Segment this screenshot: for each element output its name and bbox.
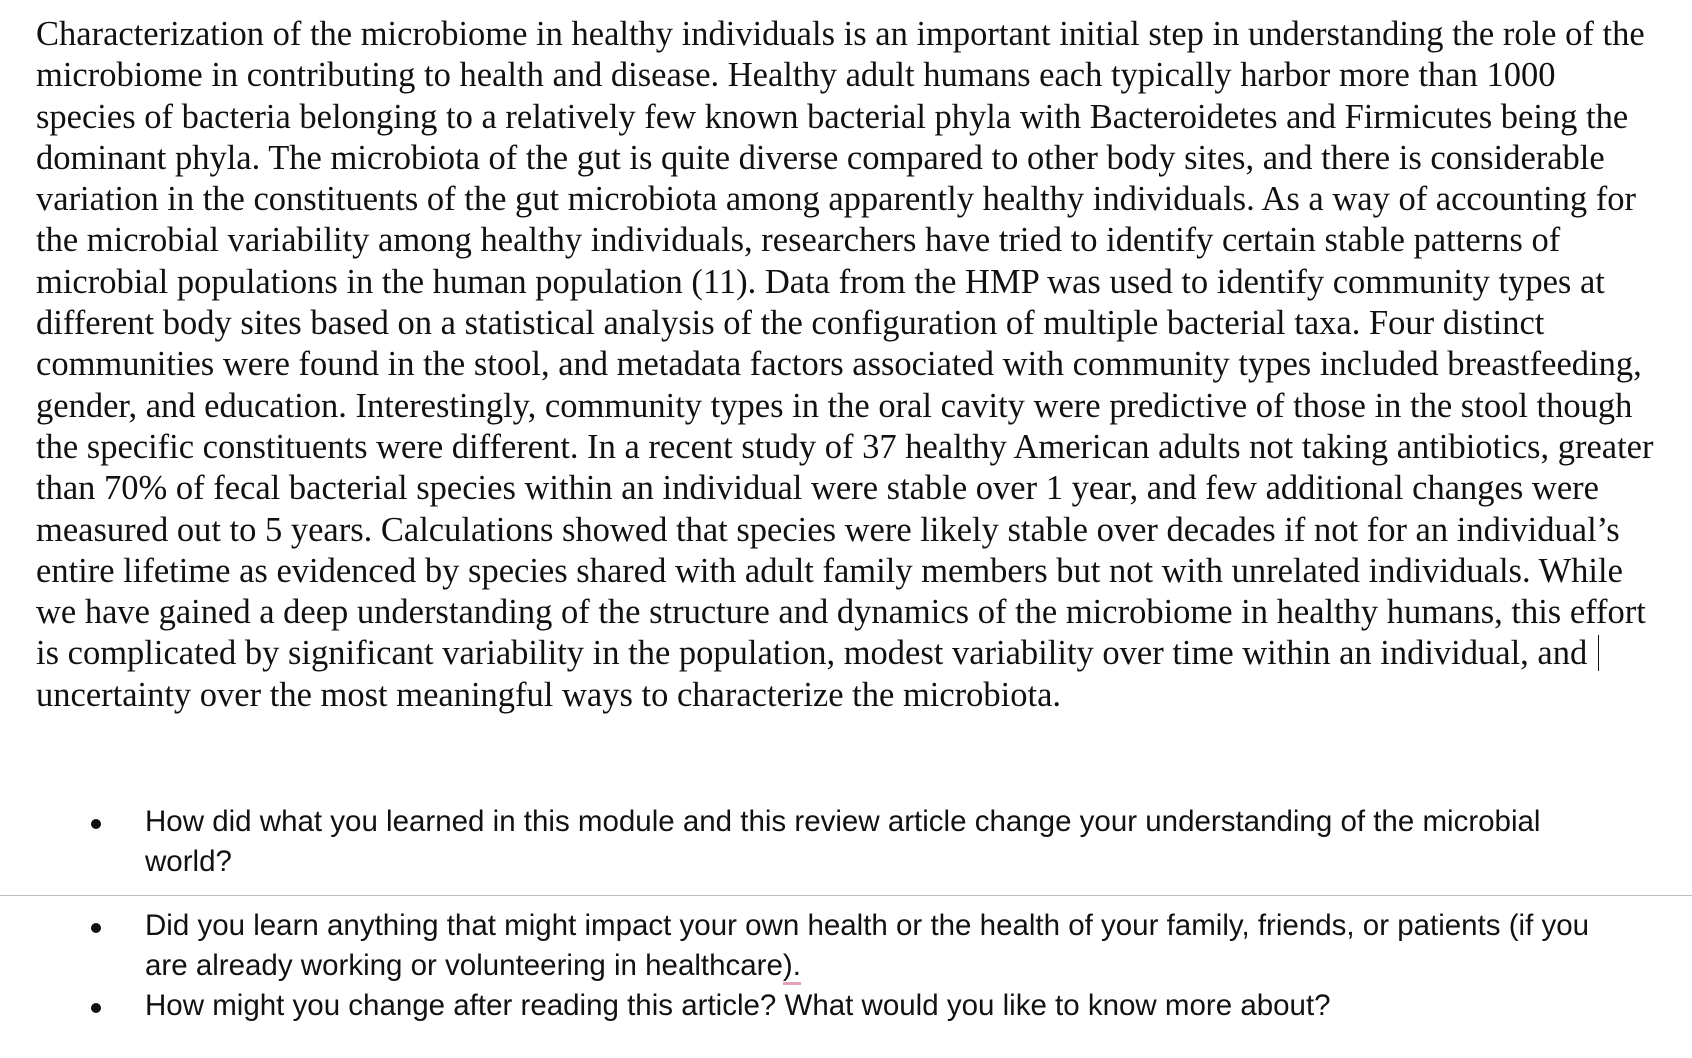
page-break-divider bbox=[0, 895, 1692, 896]
body-paragraph[interactable] bbox=[36, 14, 1658, 716]
question-text: How might you change after reading this article? What would you like to know more about? bbox=[145, 989, 1331, 1022]
question-item[interactable] bbox=[0, 986, 1615, 1026]
question-item[interactable] bbox=[0, 906, 1615, 986]
question-text bbox=[145, 909, 1589, 985]
question-list-bottom bbox=[0, 906, 1615, 1026]
bullet-icon bbox=[91, 1003, 101, 1013]
grammar-suggestion-mark[interactable]: ). bbox=[783, 949, 801, 985]
question-item[interactable] bbox=[0, 802, 1615, 882]
question-text: How did what you learned in this module and this review article change your understanding of the microbial world? bbox=[145, 805, 1541, 878]
question-list-top bbox=[0, 802, 1615, 882]
paragraph-text-before-cursor: Characterization of the microbiome in healthy individuals is an important initial step in understanding the role of the microbiome in contributing to health and disease. Healthy adult humans each typically harbor more than 1000 species of bacteria belonging to a relatively few known bacterial phyla with Bacteroidetes and Firmicutes being the dominant phyla. The microbiota of the gut is quite diverse compared to other body sites, and there is considerable variation in the constituents of the gut microbiota among apparently healthy individuals. As a way of accounting for the microbial variability among healthy individuals, researchers have tried to identify certain stable patterns of microbial populations in the human population (11). Data from the HMP was used to identify community types at different body sites based on a statistical analysis of the configuration of multiple bacterial taxa. Four distinct communities were found in the stool, and metadata factors associated with community types included breastfeeding, gender, and education. Interestingly, community types in the oral cavity were predictive of those in the stool though the specific constituents were different. In a recent study of 37 healthy American adults not taking antibiotics, greater than 70% of fecal bacterial species within an individual were stable over 1 year, and few additional changes were measured out to 5 years. Calculations showed that species were likely stable over decades if not for an individual’s entire lifetime as evidenced by species shared with adult family members but not with unrelated individuals. While we have gained a deep understanding of the structure and dynamics of the microbiome in healthy humans, this effort is complicated by significant variability in the population, modest variability over time within an individual, and bbox=[36, 15, 1654, 673]
paragraph-text-after-cursor: uncertainty over the most meaningful ways to characterize the microbiota. bbox=[36, 675, 1062, 714]
bullet-icon bbox=[91, 923, 101, 933]
text-cursor bbox=[1598, 635, 1599, 671]
question-text-part: Did you learn anything that might impact your own health or the health of your family, friends, or patients (if you are already working or volunteering in healthcare bbox=[145, 909, 1590, 982]
bullet-icon bbox=[91, 819, 101, 829]
